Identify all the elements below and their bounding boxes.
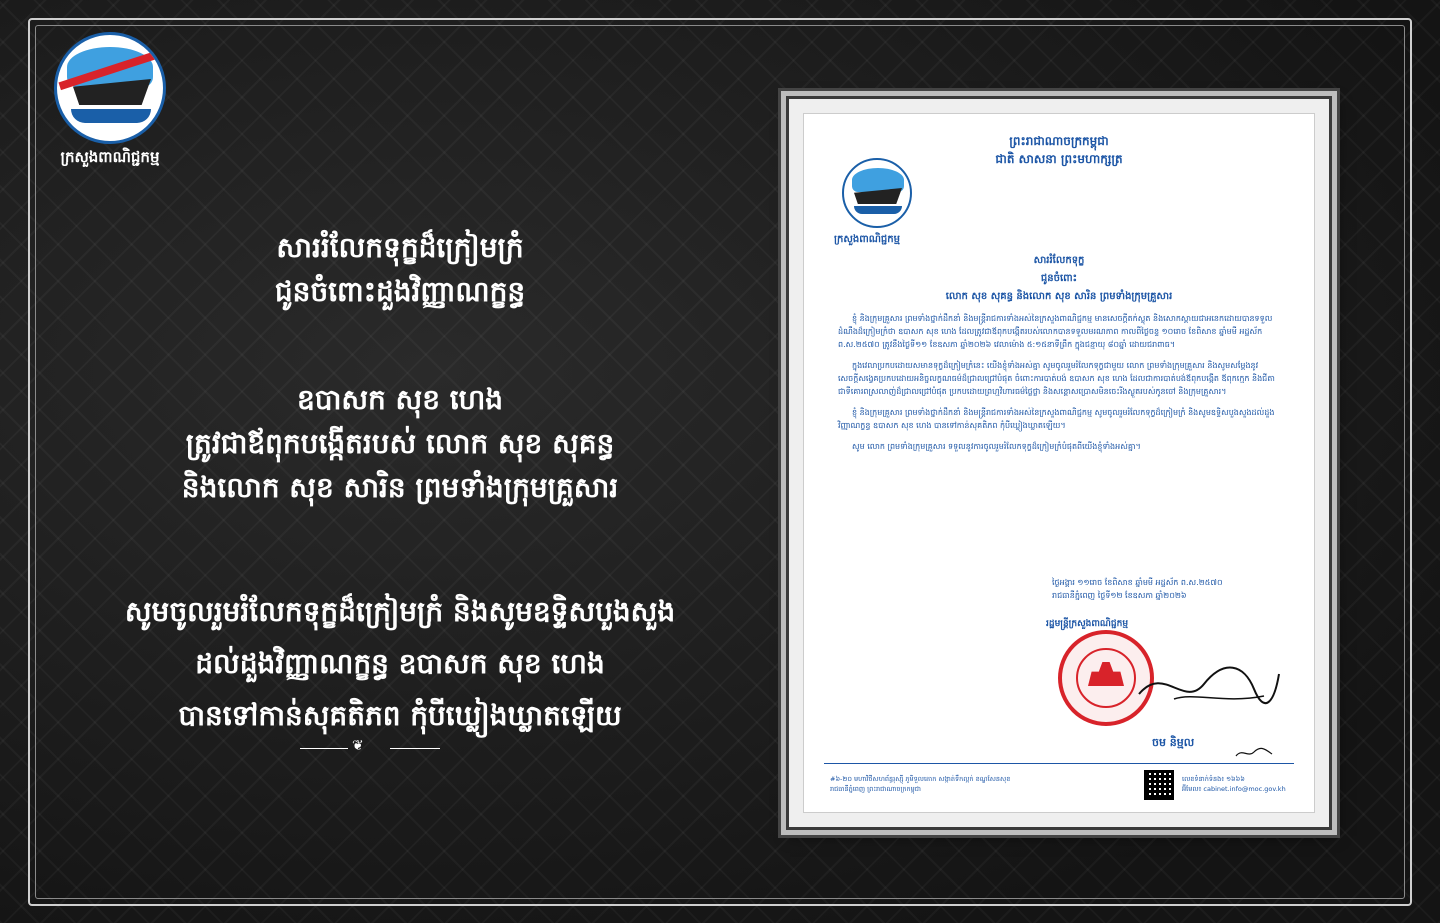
footer-email: អ៊ីមែល៖ cabinet.info@moc.gov.kh [1182,785,1286,793]
ministry-logo [40,32,180,170]
ornament-divider [300,738,440,756]
ministry-emblem-icon [54,32,166,144]
prayer-block [40,586,760,742]
logo-caption: ក្រសួងពាណិជ្ជកម្ម [60,148,160,166]
footer-contact [1182,774,1286,794]
initial-mark-icon [1234,746,1274,760]
letter-dates [1052,576,1223,602]
signer-title: រដ្ឋមន្ត្រីក្រសួងពាណិជ្ជកម្ម [1046,619,1129,629]
letter-to: ជូនចំពោះ [1040,273,1078,284]
letter-body [838,312,1286,461]
kingdom-motto: ជាតិ សាសនា ព្រះមហាក្សត្រ [995,152,1123,166]
letter-recipient: លោក សុខ សុគន្ធ និងលោក សុខ សារិន ព្រមទាំងក្រុមគ្រួសារ [945,291,1173,302]
footer-phone: លេខទំនាក់ទំនង៖ ១៦៦៦ [1182,775,1245,783]
headline-line-1: សាររំលែកទុក្ខដ៏ក្រៀមក្រំ [276,231,524,264]
deceased-block [40,378,760,510]
letter-paragraph-4: សូម លោក ព្រមទាំងក្រុមគ្រួសារ ទទួលនូវការចូលរួមរំលែកទុក្ខដ៏ក្រៀមក្រំបំផុតពីយើងខ្ញុំទាំងអស់គ្នា។ [852,442,1141,451]
signatory-name: ចម និម្មល [1152,736,1195,749]
ornament-icon: ❦ [352,738,364,754]
letter-frame [786,96,1332,830]
letter-paragraph-2: ក្នុងវេលាប្រកបដោយសមានទុក្ខដ៏ក្រៀមក្រំនេះ យើងខ្ញុំទាំងអស់គ្នា សូមចូលរួមរំលែកទុក្ខជាមួយ លោក ព្រមទាំងក្រុមគ្រួសារ និងសូមសម្តែងនូវសេចក្តីសង្វេគប្រកបដោយអនិច្ចលក្ខណធម៌ដ៏ជ្រាលជ្រៅបំផុត ចំពោះការបាត់បង់ ឧបាសក សុខ ហេង ដែលជាការបាត់បង់ឪពុកបង្កើត ឪពុកក្មេក និងជីតាជាទីគោរពស្រលាញ់ដ៏ជ្រាលជ្រៅបំផុត ប្រកបដោយព្រហ្មវិហារធម៌ថ្លៃថ្លា និងសន្តោសប្រោសមិនចេះរីងស្ងួតរបស់កូនចៅ និងក្រុមគ្រួសារ។ [838,361,1275,396]
prayer-line-2: ដល់ដួងវិញ្ញាណក្ខន្ធ ឧបាសក សុខ ហេង [195,647,605,680]
headline-line-2: ជូនចំពោះដួងវិញ្ញាណក្ខន្ធ [274,275,526,308]
footer-divider [824,763,1294,764]
footer-address-2: រាជធានីភ្នំពេញ ព្រះរាជាណាចក្រកម្ពុជា [830,785,921,793]
headline [40,226,760,314]
footer-address [830,774,1050,794]
condolence-letter [803,113,1315,813]
letter-title: សាររំលែកទុក្ខ [1033,255,1085,266]
letter-emblem-icon [842,158,912,228]
letter-paragraph-1: ខ្ញុំ និងក្រុមគ្រួសារ ព្រមទាំងថ្នាក់ដឹកនាំ និងមន្ត្រីរាជការទាំងអស់នៃក្រសួងពាណិជ្ជកម្ម មានសេចក្តីតក់ស្លុត និងសោកស្តាយជាអនេកដោយបានទទួលដំណឹងដ៏ក្រៀមក្រំថា ឧបាសក សុខ ហេង ដែលត្រូវជាឪពុកបង្កើតរបស់លោកបានទទួលមរណភាព កាលពីថ្ងៃចន្ទ ១០រោច ខែពិសាខ ឆ្នាំមមី អដ្ឋស័ក ព.ស.២៥៧០ ត្រូវនឹងថ្ងៃទី១១ ខែឧសភា ឆ្នាំ២០២៦ វេលាម៉ោង ៥:១៥នាទីព្រឹក ក្នុងជន្មាយុ ៨០ឆ្នាំ ដោយជរាពាធ។ [838,314,1273,349]
letter-lunar-date: ថ្ងៃអង្គារ ១១រោច ខែពិសាខ ឆ្នាំមមី អដ្ឋស័ក ព.ស.២៥៧០ [1052,578,1223,587]
letter-ministry: ក្រសួងពាណិជ្ជកម្ម [834,234,900,245]
footer-address-1: #៦-២០ មហាវិថីសហព័ន្ធរុស្ស៊ី ភូមិទួលគោក សង្កាត់ទឹកល្អក់ ខណ្ឌសែនសុខ [830,775,1011,783]
letter-paragraph-3: ខ្ញុំ និងក្រុមគ្រួសារ ព្រមទាំងថ្នាក់ដឹកនាំ និងមន្ត្រីរាជការទាំងអស់នៃក្រសួងពាណិជ្ជកម្ម សូមចូលរួមរំលែកទុក្ខដ៏ក្រៀមក្រំ និងសូមឧទ្ទិសបួងសួងដល់ដួងវិញ្ញាណក្ខន្ធ ឧបាសក សុខ ហេង បានទៅកាន់សុគតិភព កុំបីឃ្លៀងឃ្លាតឡើយ។ [838,408,1275,430]
deceased-relation-1: ត្រូវជាឪពុកបង្កើតរបស់ លោក សុខ សុគន្ធ [185,427,615,460]
prayer-line-3: បានទៅកាន់សុគតិភព កុំបីឃ្លៀងឃ្លាតឡើយ [178,699,622,732]
deceased-relation-2: និងលោក សុខ សារិន ព្រមទាំងក្រុមគ្រួសារ [181,471,619,504]
letter-title-block [804,252,1314,306]
deceased-name: ឧបាសក សុខ ហេង [296,383,504,416]
kingdom-title: ព្រះរាជាណាចក្រកម្ពុជា [1009,134,1109,148]
qr-code-icon [1144,770,1174,800]
letter-date: រាជធានីភ្នំពេញ ថ្ងៃទី១២ ខែឧសភា ឆ្នាំ២០២៦ [1052,591,1187,600]
signature-icon [1134,654,1284,714]
prayer-line-1: សូមចូលរួមរំលែកទុក្ខដ៏ក្រៀមក្រំ និងសូមឧទ្ទិសបួងសួង [124,595,676,628]
